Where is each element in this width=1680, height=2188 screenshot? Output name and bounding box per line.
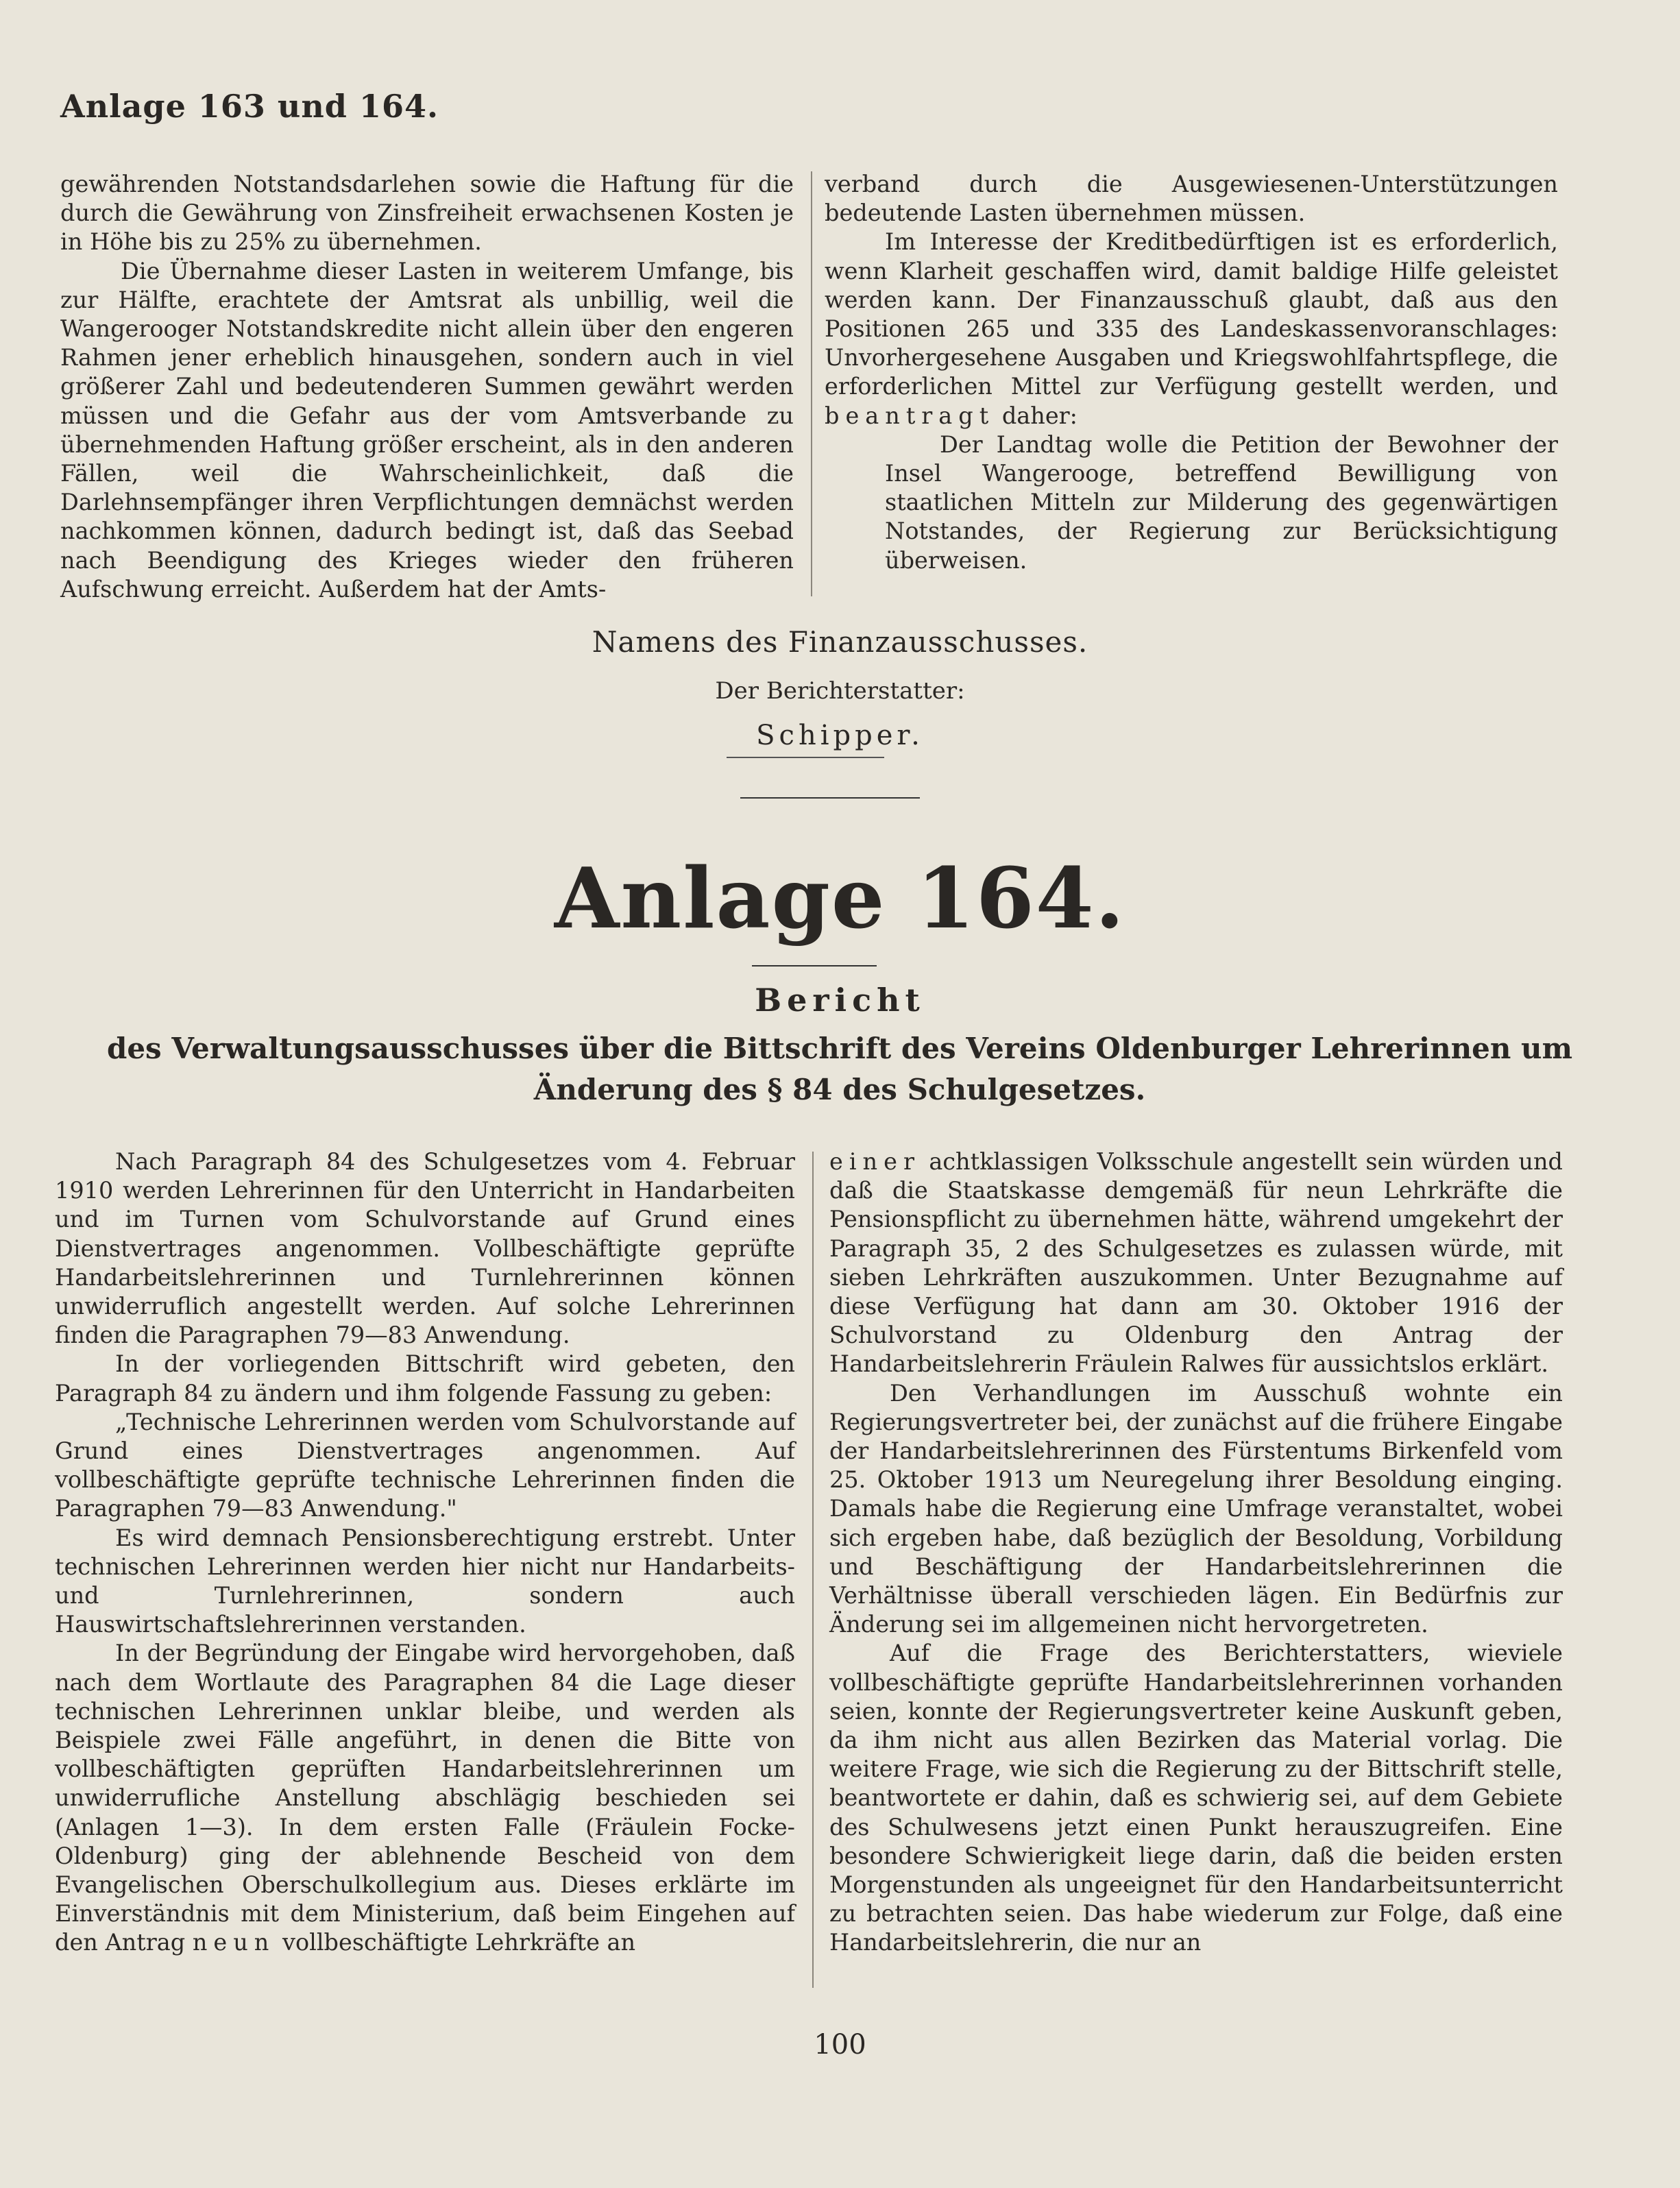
title-rule <box>752 965 877 967</box>
paragraph: Auf die Frage des Berichterstatters, wieviele vollbeschäftigte geprüfte Handarbeitslehrerinnen vorhanden seien, konnte der Regierungsvertreter keine Auskunft geben, da ihm nicht aus allen Bezirken das Material vorlag. Die weitere Frage, wie sich die Regierung zu der Bittschrift stelle, beantwortete er dahin, daß es schwierig sei, auf dem Gebiete des Schulwesens jetzt einen Punkt herauszugreifen. Eine besondere Schwierigkeit liege darin, daß die beiden ersten Morgenstunden als ungeeignet für den Handarbeitsunterricht zu betrachten seien. Das habe wiederum zur Folge, daß eine Handarbeitslehrerin, die nur an <box>829 1640 1563 1956</box>
top-left-column <box>60 170 794 604</box>
paragraph-text: achtklassigen Volksschule angestellt sein würden und daß die Staatskasse demgemäß für neun Lehrkräfte die Pensionspflicht zu übernehmen hätte, während umgekehrt der Paragraph 35, 2 des Schulgesetzes es zulassen würde, mit sieben Lehrkräften auszukommen. Unter Bezugnahme auf diese Verfügung hat dann am 30. Oktober 1916 der Schulvorstand zu Oldenburg den Antrag der Handarbeitslehrerin Fräulein Ralwes für aussichtslos erklärt. <box>829 1148 1563 1378</box>
bottom-right-column <box>829 1147 1563 1958</box>
spaced-emphasis: beantragt <box>825 402 995 429</box>
paragraph-text: In der Begründung der Eingabe wird hervorgehoben, daß nach dem Wortlaute des Paragraphen 84 die Lage dieser technischen Lehrerinnen unklar bleibe, und werden als Beispiele zwei Fälle angeführt, in denen die Bitte von vollbeschäftigten geprüften Handarbeitslehrerinnen um unwiderrufliche Anstellung abschlägig beschieden sei (Anlagen 1—3). In dem ersten Falle (Fräulein Focke-Oldenburg) ging der ablehnende Bescheid von dem Evangelischen Oberschulkollegium aus. Dieses erklärte im Einverständnis mit dem Ministerium, daß beim Eingehen auf den Antrag <box>55 1640 795 1956</box>
signature-committee: Namens des Finanzausschusses. <box>592 625 1088 659</box>
signature-name: Schipper. <box>756 720 924 751</box>
paragraph: verband durch die Ausgewiesenen-Unterstützungen bedeutende Lasten übernehmen müssen. <box>825 171 1558 227</box>
spaced-emphasis: neun <box>192 1929 276 1956</box>
top-right-column <box>825 170 1558 575</box>
paragraph <box>829 1147 1563 1379</box>
signature-role: Der Berichterstatter: <box>715 677 965 705</box>
motion-paragraph: Der Landtag wolle die Petition der Bewohner der Insel Wangerooge, betreffend Bewilligung von staatlichen Mitteln zur Milderung des gegenwärtigen Notstandes, der Regierung zur Berücksichtigung überweisen. <box>885 430 1558 574</box>
anlage-title: Anlage 164. <box>554 849 1126 947</box>
paragraph: Den Verhandlungen im Ausschuß wohnte ein Regierungsvertreter bei, der zunächst auf die frühere Eingabe der Handarbeitslehrerinnen des Fürstentums Birkenfeld vom 25. Oktober 1913 um Neuregelung ihrer Besoldung einging. Damals habe die Regierung eine Umfrage veranstaltet, wobei sich ergeben habe, daß bezüglich der Besoldung, Vorbildung und Beschäftigung der Handarbeitslehrerinnen die Verhältnisse überall verschieden lägen. Ein Bedürfnis zur Änderung sei im allgemeinen nicht hervorgetreten. <box>829 1379 1563 1638</box>
paragraph <box>55 1639 795 1957</box>
paragraph-text: daher: <box>1001 402 1078 429</box>
quoted-paragraph: „Technische Lehrerinnen werden vom Schulvorstande auf Grund eines Dienstvertrages angenommen. Auf vollbeschäftigte geprüfte technische Lehrerinnen finden die Paragraphen 79—83 Anwendung." <box>55 1408 795 1522</box>
paragraph: In der vorliegenden Bittschrift wird gebeten, den Paragraph 84 zu ändern und ihm folgende Fassung zu geben: <box>55 1350 795 1407</box>
column-divider <box>812 1152 814 1988</box>
bottom-left-column <box>55 1147 795 1958</box>
page-header: Anlage 163 und 164. <box>60 88 439 125</box>
column-divider <box>811 171 812 596</box>
spaced-emphasis: einer <box>829 1148 921 1175</box>
report-heading: Bericht <box>755 982 925 1019</box>
paragraph-text: Im Interesse der Kreditbedürftigen ist es erforderlich, wenn Klarheit geschaffen wird, damit baldige Hilfe geleistet werden kann. Der Finanzausschuß glaubt, daß aus den Positionen 265 und 335 des Landeskassenvoranschlages: Unvorhergesehene Ausgaben und Kriegswohlfahrtspflege, die erforderlichen Mittel zur Verfügung gestellt werden, und <box>825 228 1558 400</box>
report-subtitle: des Verwaltungsausschusses über die Bittschrift des Vereins Oldenburger Lehrerinnen um Änderung des § 84 des Schulgesetzes. <box>106 1032 1573 1106</box>
paragraph: Nach Paragraph 84 des Schulgesetzes vom 4. Februar 1910 werden Lehrerinnen für den Unterricht in Handarbeiten und im Turnen vom Schulvorstande auf Grund eines Dienstvertrages angenommen. Vollbeschäftigte geprüfte Handarbeitslehrerinnen und Turnlehrerinnen können unwiderruflich angestellt werden. Auf solche Lehrerinnen finden die Paragraphen 79—83 Anwendung. <box>55 1148 795 1349</box>
page-number: 100 <box>814 2029 866 2061</box>
signature-underline <box>727 757 884 758</box>
paragraph: gewährenden Notstandsdarlehen sowie die Haftung für die durch die Gewährung von Zinsfreiheit erwachsenen Kosten je in Höhe bis zu 25% zu übernehmen. <box>60 171 794 256</box>
paragraph <box>825 228 1558 430</box>
section-rule <box>740 797 920 799</box>
paragraph: Es wird demnach Pensionsberechtigung erstrebt. Unter technischen Lehrerinnen werden hier nicht nur Handarbeits- und Turnlehrerinnen, sondern auch Hauswirtschaftslehrerinnen verstanden. <box>55 1524 795 1638</box>
paragraph: Die Übernahme dieser Lasten in weiterem Umfange, bis zur Hälfte, erachtete der Amtsrat als unbillig, weil die Wangerooger Notstandskredite nicht allein über den engeren Rahmen jener erheblich hinausgehen, sondern auch in viel größerer Zahl und bedeutenderen Summen gewährt werden müssen und die Gefahr aus der vom Amtsverbande zu übernehmenden Haftung größer erscheint, als in den anderen Fällen, weil die Wahrscheinlichkeit, daß die Darlehnsempfänger ihren Verpflichtungen demnächst werden nachkommen können, dadurch bedingt ist, daß das Seebad nach Beendigung des Krieges wieder den früheren Aufschwung erreicht. Außerdem hat der Amts- <box>60 257 794 603</box>
paragraph-text: vollbeschäftigte Lehrkräfte an <box>282 1929 636 1956</box>
